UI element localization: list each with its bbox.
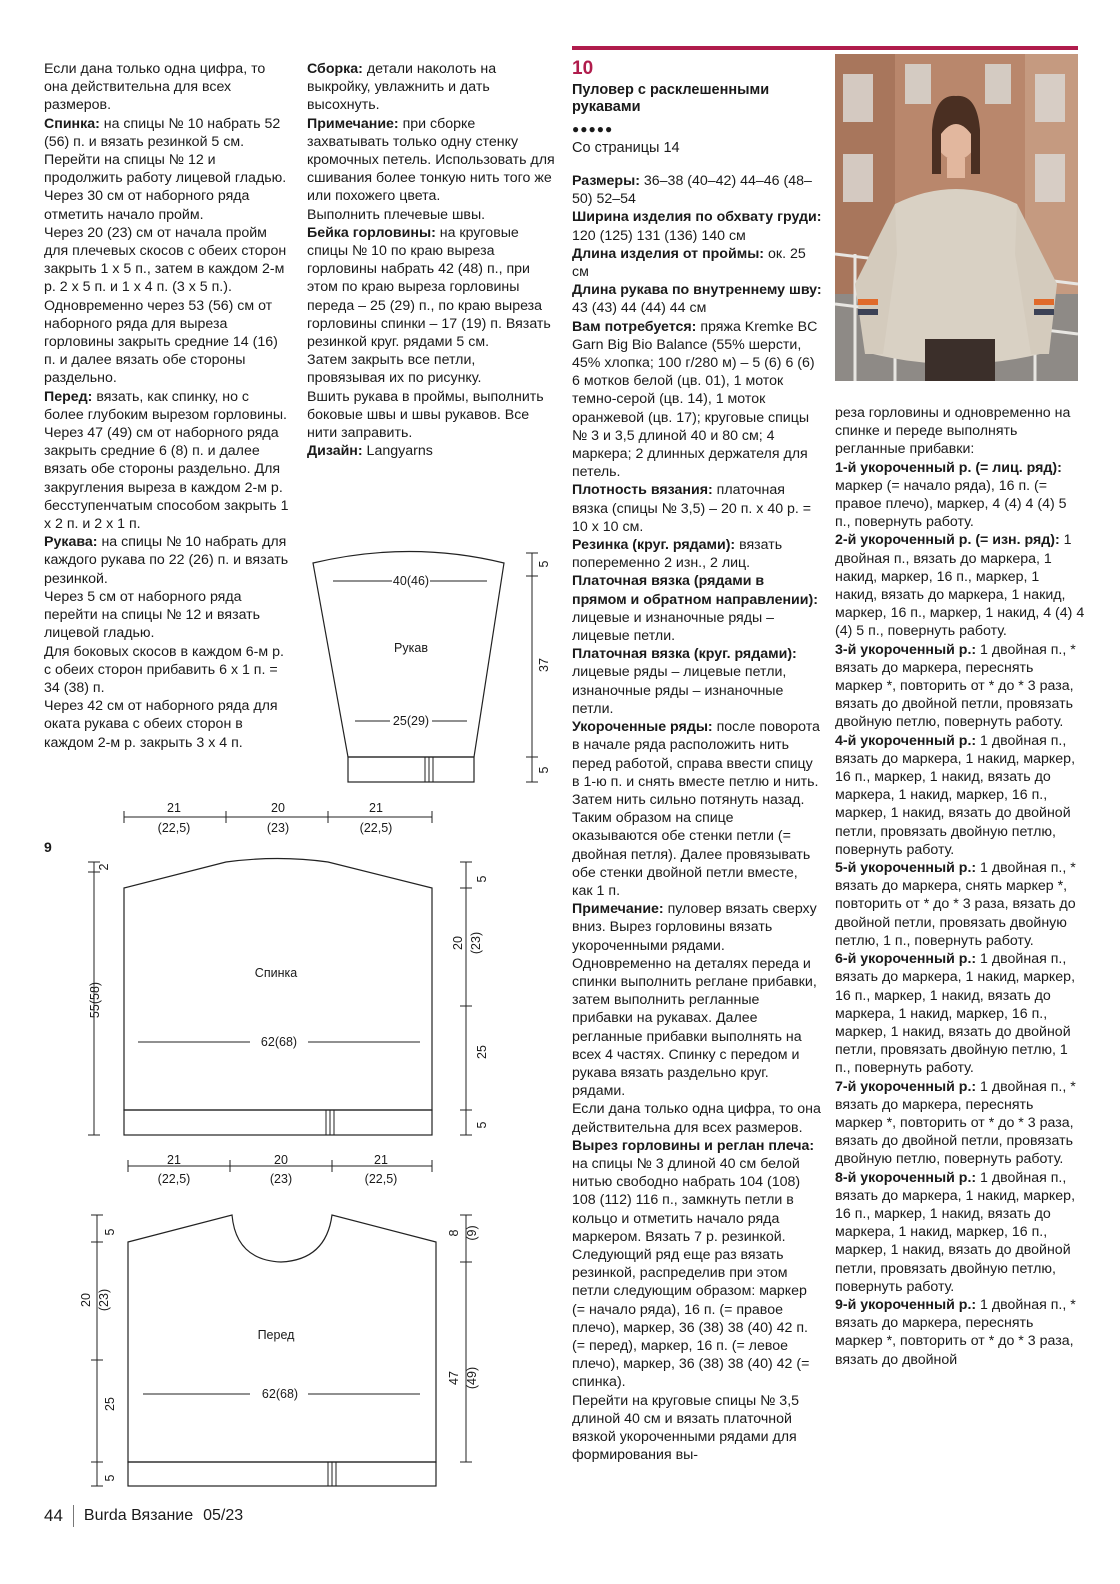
paragraph-text: Затем закрыть все петли, провязывая их по рисунку. [307, 352, 482, 387]
pattern-title: Пуловер с расклешенными рукавами [572, 82, 770, 115]
paragraph [44, 115, 292, 188]
paragraph [572, 208, 822, 244]
paragraph-label: 2-й укороченный р. (= изн. ряд): [835, 532, 1060, 549]
paragraph [572, 481, 822, 536]
paragraph-label: Укороченные ряды: [572, 719, 713, 736]
paragraph [572, 1100, 822, 1136]
back-diagram [40, 796, 510, 1136]
front-height: 47 [447, 1371, 461, 1385]
paragraph-text: вязать попеременно 2 изн., 2 лиц. [572, 537, 783, 572]
paragraph-text: Через 30 см от наборного ряда отметить начало пройм. [44, 188, 250, 223]
paragraph [44, 643, 292, 698]
paragraph-text: Если дана только одна цифра, то она действительна для всех размеров. [572, 1101, 821, 1136]
issue-number: 05/23 [203, 1507, 244, 1524]
paragraph-text: Перейти на круговые спицы № 3,5 длиной 40 см и вязать платочной вязкой укороченными рядами для формирования вы- [572, 1392, 800, 1464]
paragraph-text: при сборке захватывать только одну стенку кромочных петель. Использовать для сшивания более тонкую нить того же или похожего цвета. [307, 115, 555, 205]
paragraph-text: Одновременно через 53 (56) см от наборного ряда для выреза горловины закрыть средние 14 (16) п. и далее вязать обе стороны раздельно. [44, 297, 278, 387]
text-column-1 [44, 60, 292, 752]
sleeve-diagram [300, 548, 570, 788]
paragraph-text: на круговые спицы № 10 по краю выреза горловины набрать 42 (48) п., при этом по краю выреза горловины переда – 25 (29) п., по краю выреза горловины спинки – 17 (19) п. Вязать резинкой круг. рядами 5 см. [307, 224, 551, 351]
back-neck-width-alt: (23) [266, 821, 290, 835]
paragraph-text: реза горловины и одновременно на спинке и переде выполнять регланные прибавки: [835, 405, 1071, 458]
paragraph-text: 1 двойная п., вязать до маркера, 1 накид, маркер, 16 п., маркер, 1 накид, вязать до маркера, 1 накид, маркер, 16 п., маркер, 1 накид, вязать до двойной петли, провязать двойную петлю, 1 п., повернуть работу. [835, 951, 1076, 1077]
paragraph-label: Размеры: [572, 173, 640, 189]
paragraph-label: 3-й укороченный р.: [835, 641, 977, 658]
front-rib: 5 [103, 1474, 117, 1482]
page-number: 44 [44, 1506, 63, 1525]
paragraph-label: Ширина изделия по обхвату груди: [572, 209, 822, 226]
paragraph-label: Вырез горловины и реглан плеча: [572, 1137, 815, 1154]
paragraph-label: Дизайн: [307, 443, 363, 460]
paragraph-text: Вшить рукава в проймы, выполнить боковые швы и швы рукавов. Все нити заправить. [307, 388, 544, 442]
paragraph-text: ок. 25 см [572, 245, 806, 281]
paragraph-text: Для боковых скосов в каждом 6-м р. с обеих сторон прибавить 6 х 1 п. = 34 (38) п. [44, 643, 284, 696]
paragraph-label: Платочная вязка (круг. рядами): [572, 646, 797, 663]
paragraph [44, 697, 292, 752]
paragraph-label: Сборка: [307, 61, 363, 77]
front-armhole-alt: (23) [97, 1288, 111, 1312]
paragraph-text: Следующий ряд еще раз вязать резинкой, распределив при этом петли следующим образом: маркер (= начало ряда), 16 п. (= правое плечо), маркер, 36 (38) 38 (40) 42 п. (= перед), маркер, 16 п. (= левое плечо), маркер, 36 (38) 38 (40) 42 (= спинка). [572, 1246, 810, 1391]
paragraph [572, 645, 822, 718]
paragraph-text: 1 двойная п., вязать до маркера, 1 накид, маркер, 16 п., маркер, 1 накид, вязать до маркера, 1 накид, маркер, 16 п., маркер, 1 накид, 4 (4) 4 (4) 5 п., повернуть работу. [835, 532, 1085, 640]
paragraph-text: Если дана только одна цифра, то она действительна для всех размеров. [44, 61, 266, 114]
paragraph-text: лицевые ряды – лицевые петли, изнаночные ряды – изнаночные петли. [572, 664, 787, 717]
paragraph-label: Длина изделия от проймы: [572, 245, 765, 262]
paragraph-text: лицевые и изнаночные ряды – лицевые петли. [572, 609, 775, 645]
paragraph-text: после поворота в начале ряда расположить нить перед работой, справа ввести спицу в 1-ю п. и снять вместе петлю и нить. Затем нить сильно потянуть назад. Таким образом на спице оказываются обе стенки петли (= двойная петля). Далее провязывать обе стенки двойной петли вместе, как 1 п. [572, 719, 820, 899]
sleeve-dim-top: 5 [537, 560, 551, 568]
front-shoulder-right-alt: (22,5) [364, 1172, 398, 1186]
accent-bar [572, 46, 1078, 50]
paragraph-text: Через 20 (23) см от начала пройм для плечевых скосов с обеих сторон закрыть 1 х 5 п., затем в каждом 2-м р. 2 х 5 п. и 1 х 4 п. (3 х 5 п.). [44, 224, 287, 296]
back-shoulder-left: 21 [167, 801, 181, 815]
paragraph [835, 950, 1085, 1077]
paragraph-label: 6-й укороченный р.: [835, 951, 977, 968]
back-shoulder-right-alt: (22,5) [359, 821, 393, 835]
paragraph-text: 1 двойная п., * вязать до маркера, снять маркер *, повторить от * до * 3 раза, вязать до двойной петли, провязать двойную петлю, 1 п., повернуть работу. [835, 860, 1076, 949]
front-neck-depth: 8 [447, 1229, 461, 1237]
sleeve-label: Рукав [394, 641, 428, 655]
paragraph [572, 172, 822, 208]
back-armhole-alt: (23) [469, 931, 483, 955]
paragraph [307, 224, 557, 351]
back-neck-width: 20 [271, 801, 285, 815]
magazine-name: Burda Вязание [83, 1507, 194, 1524]
paragraph-label: Плотность вязания: [572, 482, 713, 499]
paragraph [835, 859, 1085, 950]
paragraph-text: вязать, как спинку, но с более глубоким вырезом горловины. Через 47 (49) см от наборного ряда закрыть средние 6 (8) п. и далее вязать обе стороны раздельно. Для закругления выреза в каждом 2-м р. бесступенчатым способом закрыть 1 х 2 п. и 2 х 1 п. [44, 388, 289, 533]
paragraph [835, 1078, 1085, 1169]
paragraph [835, 531, 1085, 640]
front-shoulder-right: 21 [374, 1153, 388, 1167]
back-shoulder-left-alt: (22,5) [157, 821, 191, 835]
front-diagram [70, 1148, 510, 1488]
paragraph [572, 245, 822, 281]
paragraph-label: 7-й укороченный р.: [835, 1078, 977, 1095]
paragraph [572, 1246, 822, 1392]
paragraph-label: Вам потребуется: [572, 318, 697, 335]
paragraph [44, 60, 292, 115]
back-label: Спинка [254, 966, 298, 980]
paragraph-label: Платочная вязка (рядами в прямом и обратном направлении): [572, 573, 818, 608]
front-width: 62(68) [261, 1387, 299, 1401]
front-neck-width-alt: (23) [269, 1172, 293, 1186]
footer-divider [73, 1505, 74, 1527]
paragraph [572, 1392, 822, 1465]
paragraph [835, 404, 1085, 459]
paragraph-text: маркер (= начало ряда), 16 п. (= правое плечо), маркер, 4 (4) 4 (4) 5 п., повернуть работу. [835, 477, 1067, 531]
sleeve-dim-bottom: 5 [537, 766, 551, 774]
model-photo [835, 54, 1078, 381]
paragraph-label: Примечание: [307, 115, 399, 132]
paragraph-text: на спицы № 10 набрать для каждого рукава по 22 (26) п. и вязать резинкой. [44, 534, 289, 587]
paragraph-label: 9-й укороченный р.: [835, 1296, 977, 1313]
difficulty-dots: ●●●●● [572, 122, 614, 136]
paragraph [307, 60, 557, 115]
figure-number: 9 [44, 839, 52, 855]
paragraph-text: 1 двойная п., вязать до маркера, 1 накид, маркер, 16 п., маркер, 1 накид, вязать до маркера, 1 накид, маркер, 16 п., маркер, 1 накид, вязать до двойной петли, провязать двойную петлю, повернуть работу. [835, 732, 1076, 858]
paragraph [835, 459, 1085, 532]
paragraph-text: Выполнить плечевые швы. [307, 206, 486, 223]
paragraph-text: 1 двойная п., вязать до маркера, 1 накид, маркер, 16 п., маркер, 1 накид, вязать до маркера, 1 накид, маркер, 16 п., маркер, 1 накид, вязать до двойной петли, провязать двойную петлю, повернуть работу. [835, 1169, 1076, 1295]
paragraph [307, 442, 557, 460]
text-column-2 [307, 60, 557, 460]
paragraph-label: Рукава: [44, 534, 98, 551]
back-body: 25 [475, 1045, 489, 1059]
front-shoulder-left: 21 [167, 1153, 181, 1167]
back-width: 62(68) [260, 1035, 298, 1049]
sleeve-cuff-width: 25(29) [392, 714, 430, 728]
paragraph [835, 1296, 1085, 1369]
paragraph-text: 43 (43) 44 (44) 44 см [572, 300, 707, 317]
paragraph-text: пряжа Kremke BC Garn Big Bio Balance (55% шерсти, 45% хлопка; 100 г/280 м) – 5 (6) 6 (6) 6 мотков белой (цв. 01), 1 моток темно-серой (цв. 14), 1 моток оранжевой (цв. 17); круговые спицы № 3 и 3,5 длиной 40 и 80 см; 4 маркера; 2 длинных держателя для петель. [572, 318, 818, 481]
paragraph [44, 187, 292, 223]
paragraph [572, 900, 822, 1100]
front-neck-depth-alt: (9) [465, 1225, 479, 1241]
front-body: 25 [103, 1397, 117, 1411]
sleeve-top-width: 40(46) [392, 574, 430, 588]
paragraph-text: на спицы № 10 набрать 52 (56) п. и вязать резинкой 5 см. Перейти на спицы № 12 и продолжить работу лицевой гладью. [44, 115, 287, 187]
back-rib: 5 [475, 1121, 489, 1129]
paragraph-text: на спицы № 3 длиной 40 см белой нитью свободно набрать 104 (108) 108 (112) 116 п., замкнуть петли в кольцо и отметить начало ряда маркером. Вязать 7 р. резинкой. [572, 1155, 801, 1245]
back-dim-neck: 2 [97, 863, 111, 871]
paragraph-label: 1-й укороченный р. (= лиц. ряд): [835, 459, 1062, 476]
front-shoulder-left-alt: (22,5) [157, 1172, 191, 1186]
paragraph [44, 224, 292, 297]
paragraph [835, 1169, 1085, 1296]
front-height-alt: (49) [465, 1366, 479, 1390]
paragraph [44, 297, 292, 388]
back-total-height: 55(58) [88, 981, 102, 1019]
paragraph-label: 5-й укороченный р.: [835, 860, 977, 877]
front-armhole: 20 [79, 1293, 93, 1307]
paragraph-label: Примечание: [572, 901, 664, 918]
front-neck-width: 20 [274, 1153, 288, 1167]
paragraph-label: 4-й укороченный р.: [835, 732, 977, 749]
paragraph [44, 533, 292, 588]
paragraph [572, 718, 822, 900]
paragraph-text: Через 42 см от наборного ряда для оката рукава с обеих сторон в каждом 2-м р. закрыть 3 х 4 п. [44, 698, 278, 751]
paragraph-label: 8-й укороченный р.: [835, 1169, 977, 1186]
paragraph-text: пуловер вязать сверху вниз. Вырез горловины вязать укороченными рядами. Одновременно на деталях переда и спинки выполнить реглане прибавки, затем выполнить регланные прибавки на рукавах. Далее регланные прибавки выполнять на всех 4 частях. Спинку с передом и рукава вязать раздельно круг. рядами. [572, 901, 817, 1100]
paragraph-label: Перед: [44, 388, 93, 405]
sleeve-dim-mid: 37 [537, 658, 551, 672]
paragraph [44, 388, 292, 534]
paragraph-text: Через 5 см от наборного ряда перейти на спицы № 12 и вязать лицевой гладью. [44, 588, 261, 642]
back-dim-shoulder: 5 [475, 875, 489, 883]
back-armhole: 20 [451, 936, 465, 950]
pattern-number: 10 [572, 58, 594, 79]
paragraph-text: 120 (125) 131 (136) 140 см [572, 227, 746, 244]
back-shoulder-right: 21 [369, 801, 383, 815]
paragraph [307, 206, 557, 224]
paragraph [835, 641, 1085, 732]
paragraph [307, 351, 557, 387]
paragraph-label: Спинка: [44, 115, 100, 132]
paragraph-text: 1 двойная п., * вязать до маркера, переснять маркер *, повторить от * до * 3 раза, вязать до двойной [835, 1296, 1076, 1368]
paragraph-text: 1 двойная п., * вязать до маркера, переснять маркер *, повторить от * до * 3 раза, вязать до двойной петли, провязать двойную петлю, повернуть работу. [835, 641, 1076, 731]
text-column-4 [835, 404, 1085, 1369]
paragraph [572, 572, 822, 645]
front-label: Перед [257, 1328, 295, 1342]
text-column-3 [572, 172, 822, 1464]
paragraph [307, 388, 557, 443]
paragraph-label: Резинка (круг. рядами): [572, 537, 736, 554]
page-footer [44, 1504, 243, 1528]
paragraph-text: детали наколоть на выкройку, увлажнить и дать высохнуть. [307, 61, 497, 114]
paragraph [572, 1137, 822, 1246]
paragraph [835, 732, 1085, 859]
paragraph [307, 115, 557, 206]
paragraph-text: Langyarns [362, 443, 433, 460]
paragraph-label: Бейка горловины: [307, 224, 436, 241]
paragraph-text: 1 двойная п., * вязать до маркера, переснять маркер *, повторить от * до * 3 раза, вязать до двойной петли, провязать двойную петлю, повернуть работу. [835, 1078, 1076, 1168]
paragraph [572, 318, 822, 482]
paragraph [44, 588, 292, 643]
paragraph-label: Длина рукава по внутреннему шву: [572, 282, 822, 299]
paragraph-text: 36–38 (40–42) 44–46 (48–50) 52–54 [572, 173, 812, 208]
paragraph [572, 281, 822, 317]
paragraph-text: платочная вязка (спицы № 3,5) – 20 п. х 40 р. = 10 х 10 см. [572, 482, 812, 535]
front-dim-shoulder: 5 [103, 1228, 117, 1236]
source-page: Со страницы 14 [572, 140, 680, 156]
paragraph [572, 536, 822, 572]
